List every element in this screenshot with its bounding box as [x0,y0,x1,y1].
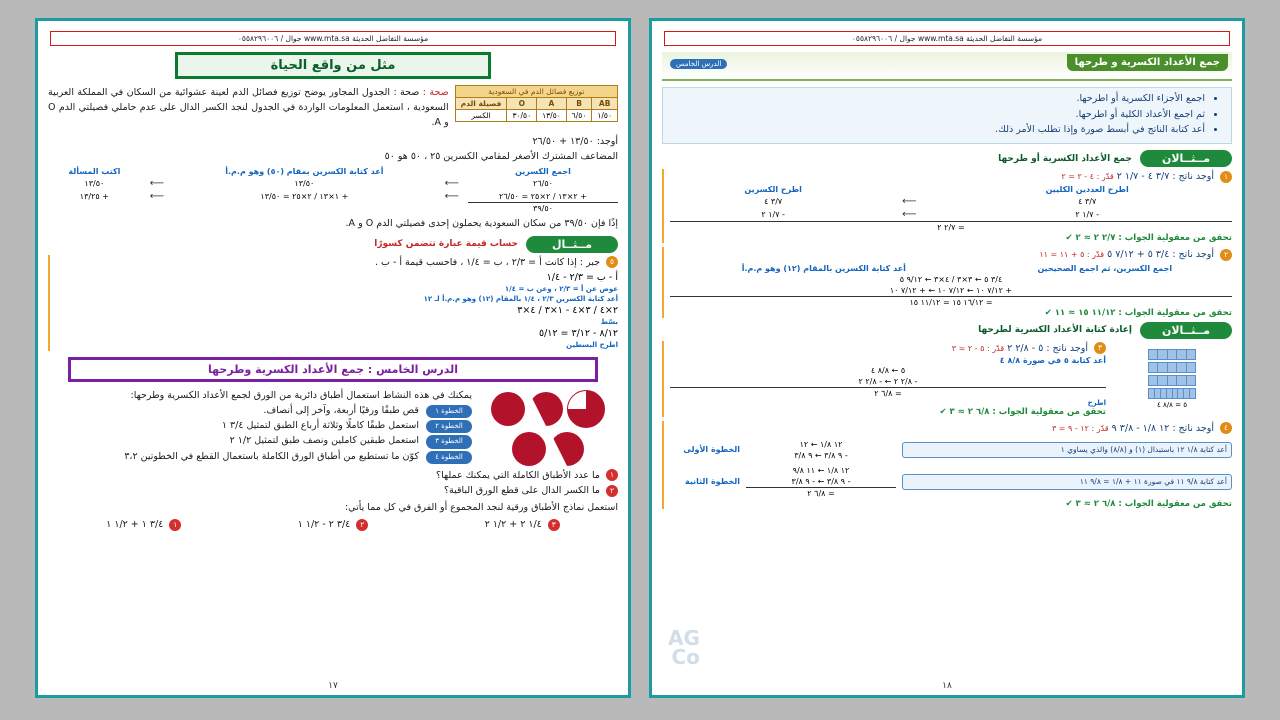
ex1-result: = ٢/٧ ٢ [670,222,1232,234]
example-4 [662,421,1232,509]
ex2-col-head-left: اجمع الكسرين، ثم اجمع الصحيحين [1037,263,1173,273]
ex1-row-1-left: ٣/٧ ٤ [1078,197,1097,207]
activity-step-4: الخطوة ٤ كوّن ما تستطيع من أطباق الورق الكاملة باستعمال القطع في الخطوتين ٣،٢ [48,449,472,464]
example-3-work [670,365,1106,399]
question-1: ١ ما عدد الأطباق الكاملة التي يمكنك عملها؟ [48,468,618,483]
page-spread [22,18,1258,698]
ex1-col-head-right: اطرح الكسرين [744,185,802,195]
work-row-1-c1: ٢٦/٥٠ [533,178,553,188]
example-pill: مــثــال [526,236,618,253]
example-4-prompt: ٤ أوجد ناتج : ١٢ ١/٨ - ٣/٨ ٩ قدّر : ١٢ - ٩ = ٣ [670,421,1232,436]
ex1-row-1-right: ٣/٧ ٤ [764,197,783,207]
bar-model-diagram [1112,341,1232,417]
example-2 [662,247,1232,317]
lesson-bullets [662,87,1232,144]
ex3-row-3: = ٦/٨ ٢ [670,387,1106,399]
example-step-7: اطرح البسطين [566,340,618,349]
orange-rule [662,247,664,317]
example-1-prompt: ١ أوجد ناتج : ٣/٧ ٤ - ١/٧ ٢ قدّر : ٤ - ٢ = ٢ [670,169,1232,184]
ex3-row-2: - ٢/٨ ٢ ← - ٢/٨ ٢ [858,376,918,386]
page-header-right [664,31,1230,46]
bar-model-row [1148,375,1196,386]
orange-rule [662,421,664,509]
ex4-step2-box: أعد كتابة ٩/٨ ١١ في صورة ١١ + ١/٨ = ٩/٨ ١١ [902,474,1232,490]
table-col-a: A [537,98,567,110]
intro-paragraph: صحة : صحة : الجدول المجاور يوضح توزيع فصائل الدم لعينة عشوائية من السكان في المملكة العربية السعودية ، استعمل المعلومات الواردة في الجدول لنجد الكسر الدال على عدم حاملي فصيلتي الدم O و A. [48,87,449,129]
ex3-check: تحقق من معقولية الجواب : ٦/٨ ٢ ≈ ٣ ✔ [939,406,1106,417]
bullet-3: • أعد كتابة الناتج في أبسط صورة وإذا تطلب الأمر ذلك. [669,123,1205,138]
bottom-items [48,517,618,532]
document-page-18[interactable] [649,18,1245,698]
arrow-icon: ⟵ [902,196,917,208]
ex4-step1-row-2: - ٩ ٣/٨ ← ٩ ٣/٨ [794,450,848,460]
example-2-prompt: ٢ أوجد ناتج : ٣/٤ ٥ + ٧/١٢ ٥ قدّر : ٥ + ١١ = ١١ [670,247,1232,262]
ex4-step2-label: الخطوة الثانية [685,477,740,487]
ex4-step2-row-3: = ٦/٨ ٢ [746,487,896,499]
plate-three-quarters [567,390,605,428]
conclusion: إذًا فإن ٣٩/٥٠ من سكان السعودية يحملون إحدى فصيلتي الدم O و A. [345,218,618,230]
find-line: أوجد: ١٣/٥٠ + ٢٦/٥٠ [532,135,618,147]
header-text: مؤسسة التفاضل الحديثة www.mta.sa جوال / ٠٥٥٨٢٩٦٠٠٦ [851,34,1043,43]
work-row-2-c1: + ٢×١٣ / ٢×٢٥ = ٢٦/٥٠ [499,191,587,201]
bullet-1: • اجمع الأجزاء الكسرية أو اطرحها. [669,92,1205,107]
ex3-row-1: ٥ ← ٨/٨ ٤ [870,365,906,375]
section-2-pill: مــثــالان [1140,322,1232,339]
left-work-table [48,166,618,215]
bar-model-row [1148,388,1196,399]
ex2-col-head-right: أعد كتابة الكسرين بالمقام (١٢) وهو م.م.أ [741,263,906,273]
activity-step-2: الخطوة ٢ استعمل طبقًا كاملًا وثلاثة أرباع الطبق لتمثيل ٣/٤ ١ [48,418,472,433]
section-1-note: جمع الأعداد الكسرية أو طرحها [998,153,1132,164]
example-1 [662,169,1232,243]
table-cell-o: ٣٠/٥٠ [507,110,537,122]
example-step-6: ٨/١٢ - ٣/١٢ = ٥/١٢ [538,327,618,339]
paper-plate-diagram [478,388,618,468]
example-step-1: أ - ب = ٢/٣ - ١/٤ [546,271,618,283]
example-step-4: ٢×٤ / ٣×٤ - ١×٣ / ٤×٣ [517,304,618,316]
ex2-row-1: ٣/٤ ٥ ← ٣×٣ / ٤×٣ ← ٩/١٢ ٥ [899,274,1003,284]
lesson-tag: الدرس الخامس [670,59,727,69]
page-number-left: ١٧ [328,681,338,691]
bar-model-row [1148,362,1196,373]
work-row-2-c3: + ١٣/٢٥ [79,191,109,201]
activity-intro: يمكنك في هذه النشاط استعمال أطباق دائرية من الورق لجمع الأعداد الكسرية وطرحها: [130,389,472,401]
ex1-col-head-left: اطرح العددين الكليين [1045,185,1129,195]
ex4-step1-label: الخطوة الأولى [683,445,740,455]
work-head-2: أعد كتابة الكسرين بمقام (٥٠) وهو م.م.أ [225,166,384,176]
question-2: ٢ ما الكسر الدال على قطع الورق الباقية؟ [48,483,618,498]
table-caption: توزيع فصائل الدم في السعودية [455,85,618,97]
example-prompt: ٥ جبر : إذا كانت أ = ٢/٣ ، ب = ١/٤ ، فاحسب قيمة أ - ب . [56,255,618,270]
ex1-row-2-right: - ١/٧ ٢ [761,210,785,220]
section-2-note: إعادة كتابة الأعداد الكسرية لطرحها [978,325,1132,336]
arrow-icon: ⟵ [902,209,917,221]
ex4-step2-row-1: ١٢ ١/٨ ← ١١ ٩/٨ [792,465,850,475]
plate-half [550,432,584,466]
example-2-work [670,263,1232,308]
lesson-banner-wrap [662,52,1232,81]
watermark: AG Co [668,626,700,669]
example-1-work [670,184,1232,233]
lcm-line: المضاعف المشترك الأصغر لمقامي الكسرين ٢٥ ، ٥٠ هو ٥٠ [384,150,618,162]
header-text: مؤسسة التفاضل الحديثة www.mta.sa جوال / ٠٥٥٨٢٩٦٠٠٦ [237,34,429,43]
lesson-title-banner: جمع الأعداد الكسرية و طرحها [1067,54,1228,71]
work-result: ٣٩/٥٠ [468,203,618,215]
work-head-3: اكتب المسألة [68,166,121,176]
example-step-2: عوض عن أ = ٢/٣ ، وعن ب = ١/٤ [504,284,618,293]
table-row-label: الكسر [455,110,507,122]
bar-model-row [1148,349,1196,360]
orange-rule [662,169,664,243]
arrow-icon: ⟵ [444,177,459,189]
example-note: حساب قيمة عبارة تتضمن كسورًا [374,239,518,250]
work-row-2-c2: + ١×١٣ / ٢×٢٥ = ١٣/٥٠ [260,191,349,201]
work-head-1: اجمع الكسرين [515,166,571,176]
bar-model-caption: ٥ = ٨/٨ ٤ [1157,400,1187,409]
work-row-1-c2: ١٣/٥٠ [294,178,315,188]
example-header [48,236,618,253]
table-col-o: O [507,98,537,110]
activity-step-1: الخطوة ١ قص طبقًا ورقيًا أربعة، وآخر إلى أنصاف. [48,403,472,418]
arrow-icon: ⟵ [149,177,165,189]
document-page-17[interactable] [35,18,631,698]
ex2-row-2: + ٧/١٢ ١٠ ← ٧/١٢ ١٠ ← + ٧/١٢ ١٠ [889,285,1013,295]
ex4-check: تحقق من معقولية الجواب : ٦/٨ ٢ ≈ ٣ ✔ [1065,498,1232,509]
table-cell-ab: ١/٥٠ [592,110,618,122]
bottom-item-1: ١ ٣/٤ ١ + ١/٢ ١ [106,517,181,532]
table-cell-b: ٦/٥٠ [566,110,592,122]
section-2-header [662,322,1232,339]
example-step-5: بسّط [600,317,618,326]
plate-full [491,392,525,426]
ex1-row-2-left: - ١/٧ ٢ [1075,210,1099,220]
ex2-check: تحقق من معقولية الجواب : ١١/١٢ ١٥ ≈ ١١ ✔ [1044,307,1232,318]
orange-rule [662,341,664,417]
orange-rule [48,255,50,351]
ex4-step2-row-2: - ٩ ٣/٨ ← - ٩ ٣/٨ [791,476,851,486]
table-col-b: B [566,98,592,110]
section-1-header [662,150,1232,167]
example-3 [662,341,1232,417]
bottom-prompt: استعمل نماذج الأطباق ورقية لنجد المجموع أو الفرق في كل مما يأتي: [344,502,618,514]
bottom-item-3: ٣ ١/٤ ٢ + ١/٢ ٢ [485,517,560,532]
activity-step-3: الخطوة ٣ استعمل طبقين كاملين ونصف طبق لتمثيل ١/٢ ٢ [48,433,472,448]
table-row-header: فصيلة الدم [455,98,507,110]
page-title: مثل من واقع الحياة [175,52,491,79]
bottom-item-2: ٢ ٣/٤ ٢ - ١/٢ ١ [298,517,369,532]
ex3-sub-label: اطرح [1087,398,1106,407]
ex3-model-label: أعد كتابة ٥ في صورة ٨/٨ ٤ [999,355,1106,365]
page-number-right: ١٨ [942,681,952,691]
blood-type-table [455,85,618,122]
ex1-check: تحقق من معقولية الجواب : ٢/٧ ٢ ≈ ٢ ✔ [1065,233,1232,244]
ex4-step1-row-1: ١٢ ١/٨ ← ١٢ [799,439,843,449]
plate-full [512,432,546,466]
ex4-step1-box: أعد كتابة ١/٨ ١٢ باستبدال (١) و (٨/٨) والذي يساوي ١ [902,442,1232,458]
lesson-title-box: الدرس الخامس : جمع الأعداد الكسرية وطرحها [68,357,598,382]
arrow-icon: ⟵ [149,190,165,202]
example-step-3: أعد كتابة الكسرين ٢/٣ ، ١/٤ بالمقام (١٢) وهو م.م.أ لـ ١٢ [423,294,618,303]
table-cell-a: ١٣/٥٠ [537,110,567,122]
work-row-1-c3: ١٣/٥٠ [84,178,105,188]
section-1-pill: مــثــالان [1140,150,1232,167]
arrow-icon: ⟵ [444,190,459,202]
ex2-row-3: = ١٦/١٢ ١٥ = ١١/١٢ ١٥ [670,296,1232,308]
table-col-ab: AB [592,98,618,110]
example-3-prompt: ٣ أوجد ناتج : ٥ - ٢/٨ ٢ قدّر : ٥ - ٢ = ٣ [670,341,1106,356]
plate-half [529,392,563,426]
bullet-2: • ثم اجمع الأعداد الكلية أو اطرحها. [669,108,1205,123]
page-header-left [50,31,616,46]
